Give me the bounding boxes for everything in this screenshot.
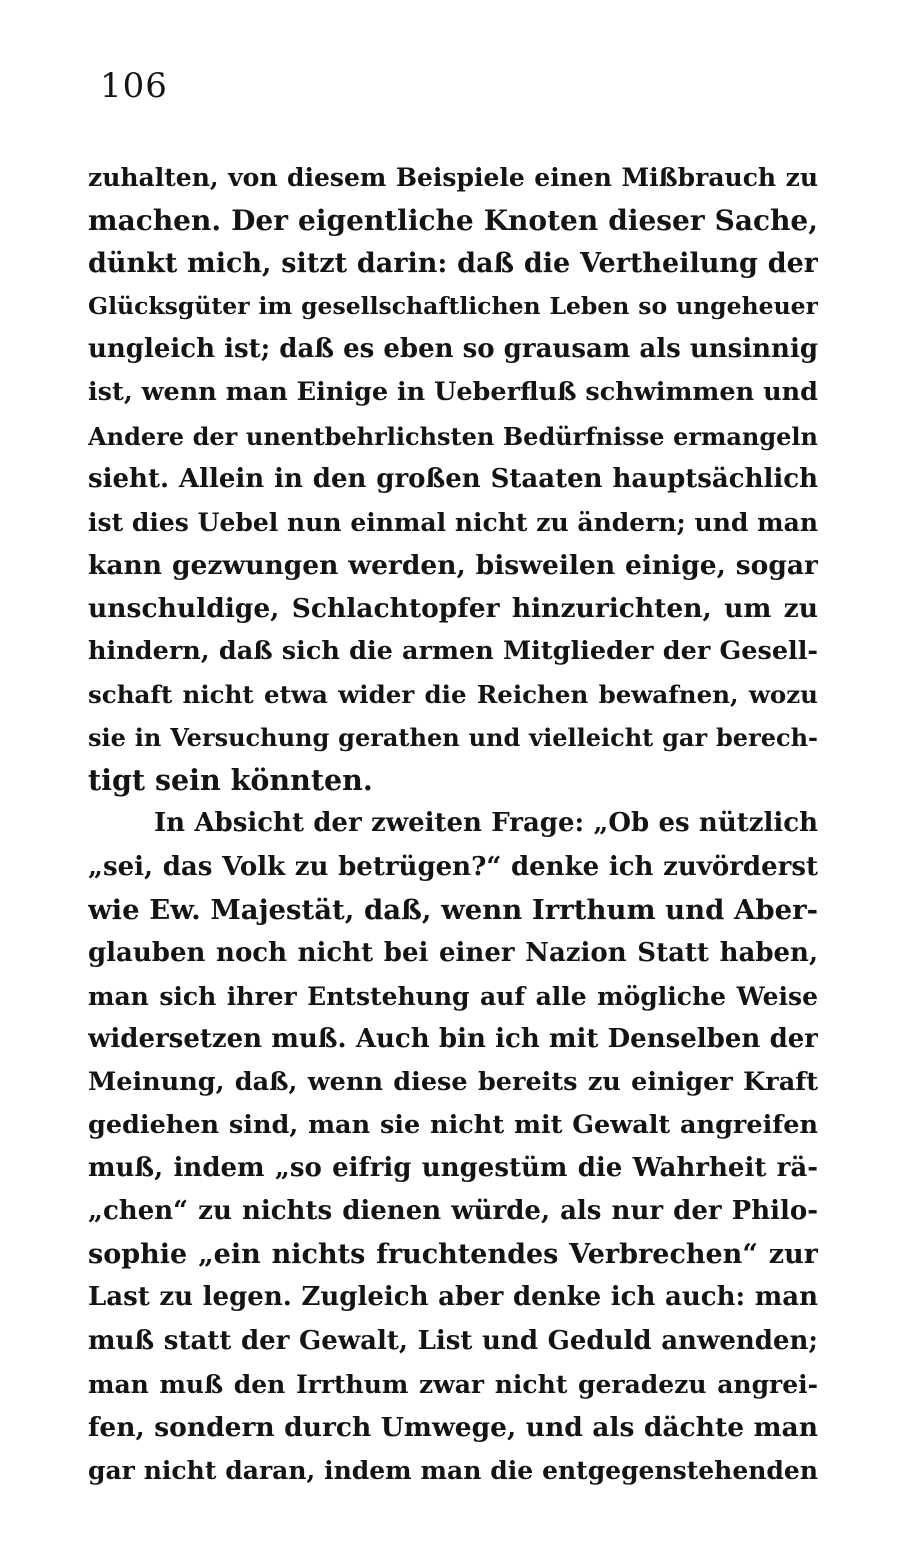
text-line: ungleich ist; daß es eben so grausam als unsinnig (88, 334, 818, 365)
text-line: fen, sondern durch Umwege, und als dächte man (88, 1411, 818, 1443)
text-line: sie in Versuchung gerathen und vielleicht gar berech- (88, 723, 818, 753)
text-line: gediehen sind, man sie nicht mit Gewalt angreifen (88, 1110, 818, 1141)
text-line: widersetzen muß. Auch bin ich mit Denselben der (88, 1023, 818, 1054)
page-number: 106 (100, 66, 168, 106)
text-line: Glücksgüter im gesellschaftlichen Leben so ungeheuer (88, 292, 818, 321)
body-text (88, 156, 818, 1492)
text-line: kann gezwungen werden, bisweilen einige, sogar (88, 549, 818, 581)
text-line: ist dies Uebel nun einmal nicht zu ändern; und man (88, 507, 818, 537)
text-line: wie Ew. Majestät, daß, wenn Irrthum und Aber- (88, 893, 818, 926)
text-line: Andere der unentbehrlichsten Bedürfnisse ermangeln (88, 421, 818, 451)
text-line: man sich ihrer Entstehung auf alle mögliche Weise (88, 981, 818, 1011)
text-line: hindern, daß sich die armen Mitglieder der Gesell- (88, 636, 818, 667)
text-line: „chen“ zu nichts dienen würde, als nur der Philo- (88, 1196, 818, 1227)
text-line: machen. Der eigentliche Knoten dieser Sache, (88, 204, 818, 238)
text-line: sophie „ein nichts fruchtendes Verbrechen“ zur (88, 1239, 818, 1271)
text-line: „sei, das Volk zu betrügen?“ denke ich zuvörderst (88, 851, 818, 882)
text-line: tigt sein könnten. (88, 763, 373, 798)
text-line: ist, wenn man Einige in Ueberfluß schwimmen und (88, 377, 818, 408)
text-line: glauben noch nicht bei einer Nazion Statt haben, (88, 937, 818, 968)
text-line: dünkt mich, sitzt darin: daß die Vertheilung der (88, 248, 818, 280)
text-line: In Absicht der zweiten Frage: „Ob es nützlich (154, 808, 818, 839)
text-line: muß statt der Gewalt, List und Geduld anwenden; (88, 1325, 818, 1356)
text-line: Last zu legen. Zugleich aber denke ich auch: man (88, 1282, 818, 1313)
text-line: zuhalten, von diesem Beispiele einen Mißbrauch zu (88, 163, 818, 192)
text-line: sieht. Allein in den großen Staaten hauptsächlich (88, 463, 818, 494)
text-line: gar nicht daran, indem man die entgegenstehenden (88, 1455, 818, 1485)
text-line: man muß den Irrthum zwar nicht geradezu angrei- (88, 1369, 818, 1399)
text-line: Meinung, daß, wenn diese bereits zu einiger Kraft (88, 1066, 818, 1097)
text-line: unschuldige, Schlachtopfer hinzurichten, um zu (88, 592, 818, 624)
text-line: muß, indem „so eifrig ungestüm die Wahrheit rä- (88, 1153, 818, 1184)
text-line: schaft nicht etwa wider die Reichen bewafnen, wozu (88, 680, 818, 710)
